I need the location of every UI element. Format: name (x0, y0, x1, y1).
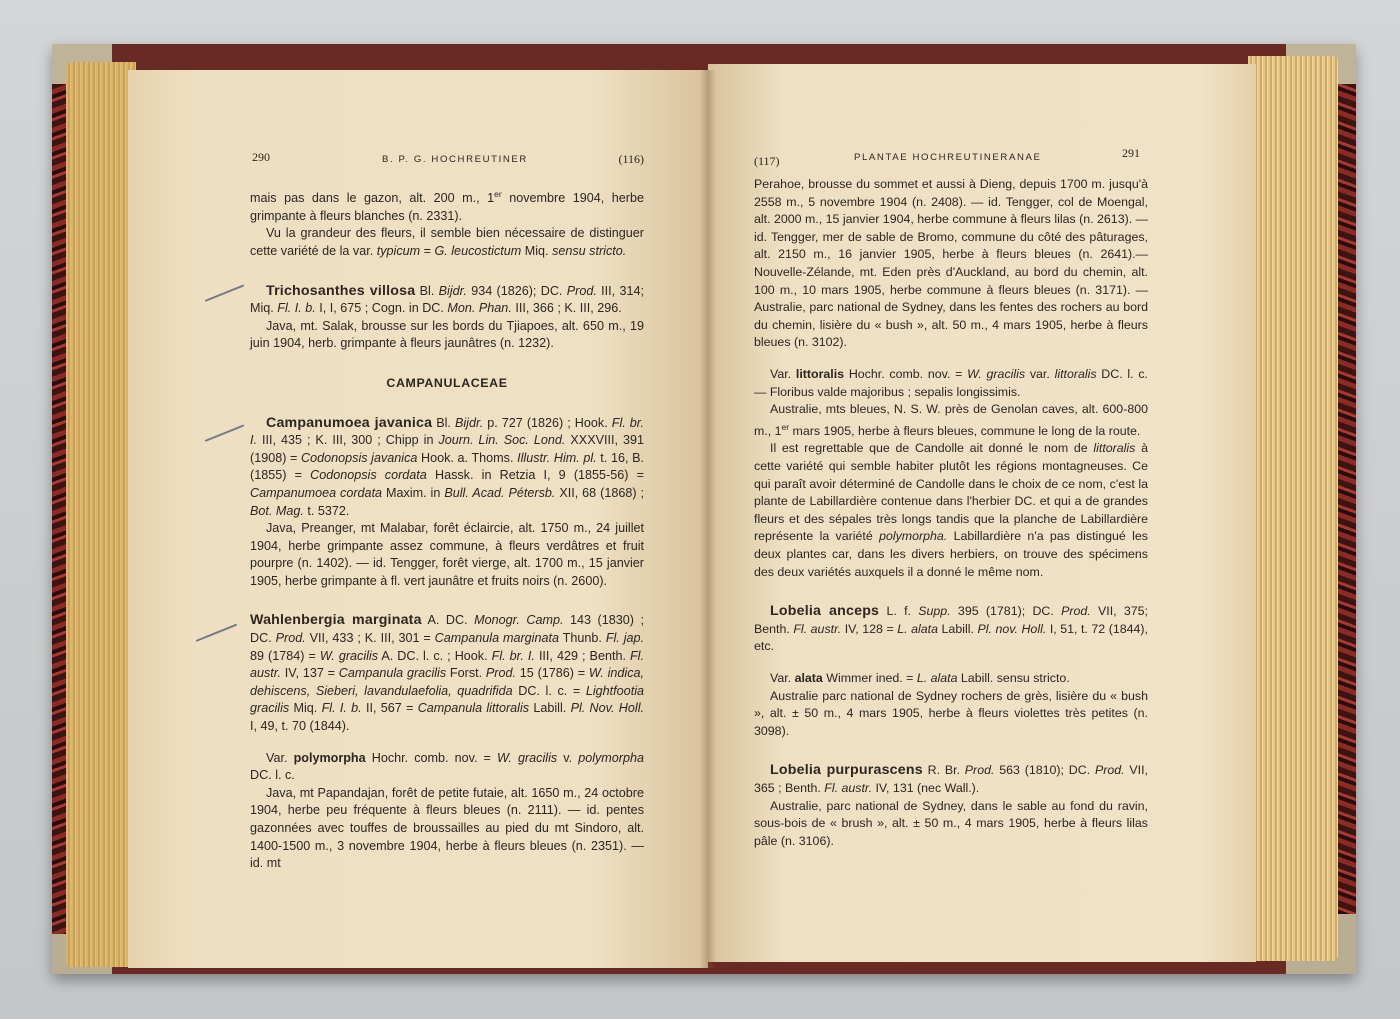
book-gutter (700, 70, 716, 968)
section-number: (117) (754, 154, 780, 168)
paragraph: Il est regrettable que de Candolle ait donné le nom de littoralis à cette variété qui semble habiter plutôt les régions montagneuses. Ce qui paraît avoir déterminé de Candolle dans le choix de ce nom, c'est la plante de Labillardière contenue dans l'herbier DC. et qui a de grandes fleurs et des sépales très longs tandis que la planche de Labillardière représente la variété polymorpha. Labillardière n'a pas distingué les deux plantes car, dans les divers herbiers, on trouve des spécimens des deux variétés auxquels il a donné le même nom. (754, 441, 1148, 579)
running-head: B. P. G. HOCHREUTINER (382, 154, 528, 165)
page-number: 290 (252, 150, 270, 164)
paragraph: mais pas dans le gazon, alt. 200 m., 1er novembre 1904, herbe grimpante à fleurs blanches (n. 2331). (250, 189, 644, 223)
entry-title: Lobelia purpurascens (770, 762, 923, 779)
entry-campanumoea-javanica: Campanumoea javanica Bl. Bijdr. p. 727 (1826) ; Hook. Fl. br. I. III, 435 ; K. III, 300 ; Chipp in Journ. Lin. Soc. Lond. XXXVIII, 391 (1908) = Codonopsis javanica Hook. a. Thoms. Illustr. Him. pl. t. 16, B. (1855) = Codonopsis cordata Hassk. in Retzia I, 9 (1855-56) = Campanumoea cordata Maxim. in Bull. Acad. Pétersb. XII, 68 (1868) ; Bot. Mag. t. 5372. (250, 414, 645, 518)
page-edges-left (66, 62, 136, 967)
page-number: 291 (1122, 146, 1140, 160)
paragraph: Java, mt. Salak, brousse sur les bords du Tjiapoes, alt. 650 m., 19 juin 1904, herb. grimpante à fleurs jaunâtres (n. 1232). (250, 318, 644, 351)
entry-lobelia-anceps: Lobelia anceps L. f. Supp. 395 (1781); DC. Prod. VII, 375; Benth. Fl. austr. IV, 128 = L. alata Labill. Pl. nov. Holl. I, 51, t. 72 (1844), etc. (754, 603, 1148, 654)
variety-name: polymorpha (293, 750, 366, 765)
entry-title: Lobelia anceps (770, 603, 880, 620)
paragraph: Australie, mts bleues, N. S. W. près de Genolan caves, alt. 600-800 m., 1er mars 1905, herbe à fleurs bleues, commune le long de la route. (754, 402, 1148, 438)
right-page-body (754, 176, 1148, 850)
variety-name: littoralis (795, 366, 845, 381)
entry-wahlenbergia-marginata: Wahlenbergia marginata A. DC. Monogr. Camp. 143 (1830) ; DC. Prod. VII, 433 ; K. III, 301 = Campanula marginata Thunb. Fl. jap. 89 (1784) = W. gracilis A. DC. l. c. ; Hook. Fl. br. I. III, 429 ; Benth. Fl. austr. IV, 137 = Campanula gracilis Forst. Prod. 15 (1786) = W. indica, dehiscens, Sieberi, lavandulaefolia, quadrifida DC. l. c. = Lightfootia gracilis Miq. Fl. I. b. II, 567 = Campanula littoralis Labill. Pl. Nov. Holl. I, 49, t. 70 (1844). (250, 612, 645, 734)
entry-title: Wahlenbergia marginata (250, 612, 422, 629)
variety-littoralis: Var. littoralis Hochr. comb. nov. = W. gracilis var. littoralis DC. l. c. — Floribus valde majoribus ; sepalis longissimis. (754, 366, 1148, 399)
right-page (708, 64, 1256, 962)
page-edges-right (1248, 56, 1338, 961)
running-head: PLANTAE HOCHREUTINERANAE (854, 152, 1042, 163)
left-page-body (250, 186, 644, 873)
variety-alata: Var. alata Wimmer ined. = L. alata Labill. sensu stricto. (770, 670, 1070, 685)
entry-lobelia-purpurascens: Lobelia purpurascens R. Br. Prod. 563 (1810); DC. Prod. VII, 365 ; Benth. Fl. austr. IV, 131 (nec Wall.). (754, 762, 1148, 795)
section-number: (116) (618, 152, 644, 166)
left-page (128, 70, 708, 968)
paragraph: Vu la grandeur des fleurs, il semble bien nécessaire de distinguer cette variété de la var. typicum = G. leucostictum Miq. sensu stricto. (250, 226, 644, 258)
paragraph: Java, Preanger, mt Malabar, forêt éclaircie, alt. 1750 m., 24 juillet 1904, herbe grimpante assez commune, à fleurs verdâtres et fruit pourpre (n. 1402). — id. Tengger, forêt vierge, alt. 1700 m., 15 janvier 1905, herbe grimpante à fl. vert jaunâtre et fruits noirs (n. 2600). (250, 521, 644, 588)
entry-trichosanthes-villosa: Trichosanthes villosa Bl. Bijdr. 934 (1826); DC. Prod. III, 314; Miq. Fl. I. b. I, I, 675 ; Cogn. in DC. Mon. Phan. III, 366 ; K. III, 296. (250, 282, 644, 316)
family-heading: CAMPANULACEAE (386, 375, 508, 390)
variety-name: alata (794, 670, 823, 685)
entry-title: Campanumoea javanica (266, 414, 433, 431)
variety-polymorpha: Var. polymorpha Hochr. comb. nov. = W. gracilis v. polymorpha DC. l. c. (250, 750, 645, 783)
paragraph: Perahoe, brousse du sommet et aussi à Dieng, depuis 1700 m. jusqu'à 2558 m., 5 novembre 1904 (n. 2408). — id. Tengger, col de Moengal, alt. 2000 m., 15 janvier 1904, herbe commune à fleurs lilas (n. 2613). — id. Tengger, mer de sable de Bromo, commune du côté des pâturages, alt. 2150 m., 16 janvier 1905, herbe à fleurs bleues (n. 2641).— Nouvelle-Zélande, mt. Eden près d'Auckland, au bord du chemin, alt. 100 m., 10 mars 1905, herbe commune à fleurs bleues (n. 3171). — Australie, parc national de Sydney, dans les fentes des rochers au bord du chemin, lisière du « bush », alt. 50 m., 4 mars 1905, herbe à fleurs bleues (n. 3102). (754, 177, 1148, 350)
paragraph: Australie parc national de Sydney rochers de grès, lisière du « bush », alt. ± 50 m., 4 mars 1905, herbe à fleurs violettes très petites (n. 3098). (754, 688, 1148, 738)
right-page-header (754, 146, 1140, 166)
paragraph: Australie, parc national de Sydney, dans le sable au fond du ravin, sous-bois de « brush », alt. ± 50 m., 4 mars 1905, herbe à fleurs lilas pâle (n. 3106). (754, 798, 1148, 848)
entry-title: Trichosanthes villosa (266, 282, 416, 299)
marbled-board-right (1336, 64, 1356, 944)
paragraph: Java, mt Papandajan, forêt de petite futaie, alt. 1650 m., 24 octobre 1904, herbe peu fréquente à fleurs bleues (n. 2111). — id. pentes gazonnées avec touffes de broussailles au pied du mt Sindoro, alt. 1400-1500 m., 3 novembre 1904, herbe à fleurs bleues (n. 2351). — id. mt (250, 785, 644, 871)
left-page-header (252, 150, 644, 170)
